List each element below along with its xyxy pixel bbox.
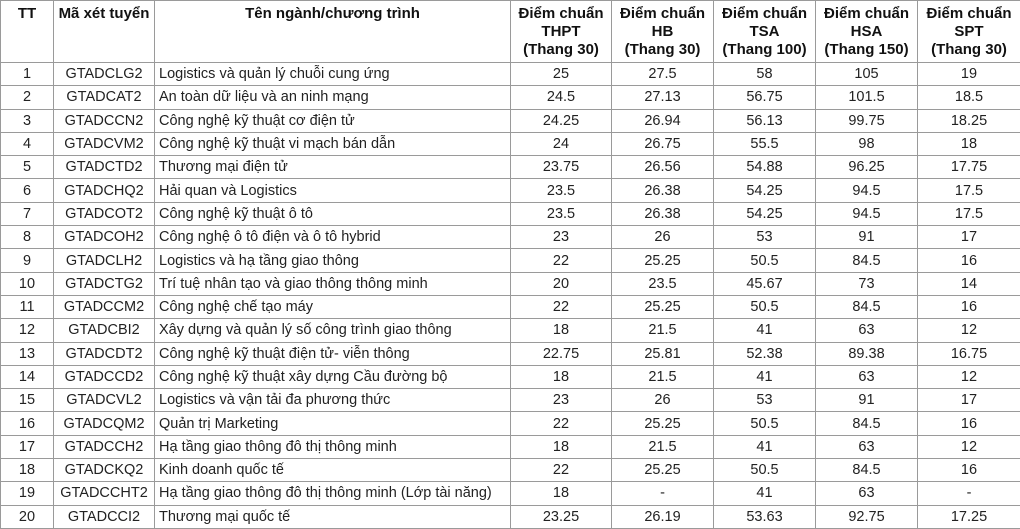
header-label: Điểm chuẩn <box>619 5 706 22</box>
cell-hsa: 96.25 <box>816 156 918 179</box>
header-score-tsa <box>714 1 816 63</box>
header-name: Tên ngành/chương trình <box>155 1 511 63</box>
table-row <box>1 272 1020 295</box>
cell-code: GTADCAT2 <box>54 86 155 109</box>
cell-tt: 20 <box>1 505 54 528</box>
cell-code: GTADCLG2 <box>54 63 155 86</box>
cell-thpt: 23.5 <box>511 202 612 225</box>
cell-hsa: 101.5 <box>816 86 918 109</box>
cell-hb: 26.75 <box>612 132 714 155</box>
cell-tsa: 45.67 <box>714 272 816 295</box>
cell-code: GTADCCH2 <box>54 435 155 458</box>
cell-hb: 25.25 <box>612 249 714 272</box>
cell-spt: 16 <box>918 249 1020 272</box>
cell-name: Xây dựng và quản lý số công trình giao thông <box>155 319 511 342</box>
cell-tt: 1 <box>1 63 54 86</box>
cell-code: GTADCLH2 <box>54 249 155 272</box>
cell-tt: 11 <box>1 295 54 318</box>
cell-code: GTADCCI2 <box>54 505 155 528</box>
cell-tt: 8 <box>1 226 54 249</box>
cell-tsa: 52.38 <box>714 342 816 365</box>
header-score-hb <box>612 1 714 63</box>
cell-thpt: 24.5 <box>511 86 612 109</box>
cell-tsa: 41 <box>714 365 816 388</box>
cell-code: GTADCVM2 <box>54 132 155 155</box>
cell-name: Công nghệ ô tô điện và ô tô hybrid <box>155 226 511 249</box>
header-tt: TT <box>1 1 54 63</box>
header-score-hsa <box>816 1 918 63</box>
cell-name: Công nghệ kỹ thuật điện tử- viễn thông <box>155 342 511 365</box>
cell-hsa: 63 <box>816 319 918 342</box>
cell-spt: 17.5 <box>918 202 1020 225</box>
cell-spt: - <box>918 482 1020 505</box>
cell-code: GTADCVL2 <box>54 389 155 412</box>
cell-hb: 27.13 <box>612 86 714 109</box>
header-label: Điểm chuẩn <box>823 5 910 22</box>
cell-tt: 12 <box>1 319 54 342</box>
cell-spt: 17.5 <box>918 179 1020 202</box>
table-row <box>1 365 1020 388</box>
cell-spt: 16 <box>918 459 1020 482</box>
cell-tsa: 53.63 <box>714 505 816 528</box>
cell-spt: 14 <box>918 272 1020 295</box>
table-row <box>1 459 1020 482</box>
cell-tt: 10 <box>1 272 54 295</box>
table-row <box>1 389 1020 412</box>
cell-spt: 17 <box>918 389 1020 412</box>
cell-name: An toàn dữ liệu và an ninh mạng <box>155 86 511 109</box>
cell-hb: 25.25 <box>612 295 714 318</box>
cell-name: Hải quan và Logistics <box>155 179 511 202</box>
cell-thpt: 18 <box>511 319 612 342</box>
cell-hsa: 63 <box>816 482 918 505</box>
header-method: TSA <box>749 23 780 40</box>
cell-code: GTADCCD2 <box>54 365 155 388</box>
cell-code: GTADCTG2 <box>54 272 155 295</box>
header-scale: (Thang 30) <box>624 41 701 58</box>
cell-spt: 17.25 <box>918 505 1020 528</box>
cell-hsa: 91 <box>816 226 918 249</box>
cell-thpt: 24 <box>511 132 612 155</box>
cell-code: GTADCQM2 <box>54 412 155 435</box>
table-row <box>1 109 1020 132</box>
cell-name: Công nghệ chế tạo máy <box>155 295 511 318</box>
cell-tsa: 50.5 <box>714 249 816 272</box>
table-row <box>1 435 1020 458</box>
cell-hb: 27.5 <box>612 63 714 86</box>
cell-name: Logistics và vận tải đa phương thức <box>155 389 511 412</box>
cell-tt: 2 <box>1 86 54 109</box>
header-row <box>1 1 1020 63</box>
cell-hsa: 84.5 <box>816 295 918 318</box>
cell-hb: 23.5 <box>612 272 714 295</box>
cell-name: Thương mại quốc tế <box>155 505 511 528</box>
cell-thpt: 22 <box>511 459 612 482</box>
cell-tsa: 56.75 <box>714 86 816 109</box>
header-score-thpt <box>511 1 612 63</box>
cell-tt: 5 <box>1 156 54 179</box>
cell-code: GTADCCM2 <box>54 295 155 318</box>
cell-hsa: 63 <box>816 435 918 458</box>
cell-tt: 17 <box>1 435 54 458</box>
cell-tt: 3 <box>1 109 54 132</box>
cell-spt: 12 <box>918 365 1020 388</box>
cell-spt: 16 <box>918 412 1020 435</box>
cell-spt: 12 <box>918 435 1020 458</box>
cell-hb: 21.5 <box>612 319 714 342</box>
cell-code: GTADCDT2 <box>54 342 155 365</box>
cell-hsa: 94.5 <box>816 179 918 202</box>
cell-code: GTADCTD2 <box>54 156 155 179</box>
cell-hsa: 98 <box>816 132 918 155</box>
cell-tt: 16 <box>1 412 54 435</box>
cell-thpt: 22.75 <box>511 342 612 365</box>
header-method: THPT <box>541 23 581 40</box>
cell-code: GTADCKQ2 <box>54 459 155 482</box>
cell-thpt: 24.25 <box>511 109 612 132</box>
header-label: Điểm chuẩn <box>926 5 1012 22</box>
cell-name: Kinh doanh quốc tế <box>155 459 511 482</box>
cell-name: Công nghệ kỹ thuật vi mạch bán dẫn <box>155 132 511 155</box>
table-row <box>1 295 1020 318</box>
table-row <box>1 319 1020 342</box>
cell-hb: 26.94 <box>612 109 714 132</box>
cell-hb: 25.25 <box>612 459 714 482</box>
cell-hb: 21.5 <box>612 435 714 458</box>
cell-spt: 12 <box>918 319 1020 342</box>
cell-tsa: 58 <box>714 63 816 86</box>
header-label: Điểm chuẩn <box>518 5 604 22</box>
header-method: HB <box>651 23 674 40</box>
cell-tsa: 53 <box>714 226 816 249</box>
cell-code: GTADCOT2 <box>54 202 155 225</box>
cell-tsa: 56.13 <box>714 109 816 132</box>
cell-code: GTADCBI2 <box>54 319 155 342</box>
cell-tt: 19 <box>1 482 54 505</box>
cell-tsa: 50.5 <box>714 295 816 318</box>
cell-spt: 17 <box>918 226 1020 249</box>
cell-spt: 19 <box>918 63 1020 86</box>
cell-spt: 18 <box>918 132 1020 155</box>
header-score-spt <box>918 1 1020 63</box>
cell-name: Logistics và hạ tầng giao thông <box>155 249 511 272</box>
cell-name: Công nghệ kỹ thuật xây dựng Cầu đường bộ <box>155 365 511 388</box>
cell-tt: 4 <box>1 132 54 155</box>
table-row <box>1 179 1020 202</box>
cell-thpt: 18 <box>511 365 612 388</box>
cell-hsa: 105 <box>816 63 918 86</box>
cell-spt: 18.25 <box>918 109 1020 132</box>
table-row <box>1 226 1020 249</box>
cell-spt: 16.75 <box>918 342 1020 365</box>
cell-name: Hạ tầng giao thông đô thị thông minh (Lớp tài năng) <box>155 482 511 505</box>
cell-tt: 15 <box>1 389 54 412</box>
cell-hb: 21.5 <box>612 365 714 388</box>
cell-tsa: 41 <box>714 435 816 458</box>
table-row <box>1 156 1020 179</box>
cell-code: GTADCOH2 <box>54 226 155 249</box>
cell-thpt: 23.75 <box>511 156 612 179</box>
header-scale: (Thang 30) <box>523 41 599 58</box>
cell-thpt: 18 <box>511 482 612 505</box>
cell-thpt: 22 <box>511 295 612 318</box>
cell-tsa: 50.5 <box>714 459 816 482</box>
cell-thpt: 23.25 <box>511 505 612 528</box>
header-method: SPT <box>954 23 984 40</box>
cell-name: Logistics và quản lý chuỗi cung ứng <box>155 63 511 86</box>
cell-hb: 26 <box>612 226 714 249</box>
cell-tsa: 41 <box>714 482 816 505</box>
cell-thpt: 22 <box>511 412 612 435</box>
cell-thpt: 18 <box>511 435 612 458</box>
cell-spt: 17.75 <box>918 156 1020 179</box>
cell-hsa: 94.5 <box>816 202 918 225</box>
cell-hsa: 84.5 <box>816 459 918 482</box>
cell-hb: 26.19 <box>612 505 714 528</box>
header-code: Mã xét tuyển <box>54 1 155 63</box>
table-row <box>1 505 1020 528</box>
cell-hb: 26.38 <box>612 179 714 202</box>
header-label: Điểm chuẩn <box>721 5 808 22</box>
cell-name: Công nghệ kỹ thuật cơ điện tử <box>155 109 511 132</box>
cell-tt: 18 <box>1 459 54 482</box>
header-method: HSA <box>850 23 883 40</box>
cell-code: GTADCCHT2 <box>54 482 155 505</box>
cell-hb: 26.38 <box>612 202 714 225</box>
cell-tsa: 54.88 <box>714 156 816 179</box>
cell-name: Quản trị Marketing <box>155 412 511 435</box>
cell-hb: 25.25 <box>612 412 714 435</box>
cell-thpt: 23.5 <box>511 179 612 202</box>
table-row <box>1 86 1020 109</box>
cell-tt: 14 <box>1 365 54 388</box>
table-row <box>1 202 1020 225</box>
cell-name: Công nghệ kỹ thuật ô tô <box>155 202 511 225</box>
cell-hb: 25.81 <box>612 342 714 365</box>
cell-hb: 26 <box>612 389 714 412</box>
cell-hsa: 99.75 <box>816 109 918 132</box>
cell-name: Trí tuệ nhân tạo và giao thông thông minh <box>155 272 511 295</box>
cell-spt: 16 <box>918 295 1020 318</box>
cell-tt: 13 <box>1 342 54 365</box>
cell-tsa: 53 <box>714 389 816 412</box>
cell-tsa: 54.25 <box>714 202 816 225</box>
cell-thpt: 23 <box>511 389 612 412</box>
cell-code: GTADCHQ2 <box>54 179 155 202</box>
cell-hb: - <box>612 482 714 505</box>
table-row <box>1 412 1020 435</box>
cell-hsa: 73 <box>816 272 918 295</box>
cell-name: Thương mại điện tử <box>155 156 511 179</box>
cell-hsa: 91 <box>816 389 918 412</box>
cell-hsa: 89.38 <box>816 342 918 365</box>
cell-thpt: 22 <box>511 249 612 272</box>
cell-thpt: 23 <box>511 226 612 249</box>
header-scale: (Thang 150) <box>824 41 909 58</box>
table-row <box>1 132 1020 155</box>
cell-code: GTADCCN2 <box>54 109 155 132</box>
cell-hb: 26.56 <box>612 156 714 179</box>
cell-hsa: 84.5 <box>816 249 918 272</box>
header-scale: (Thang 100) <box>722 41 807 58</box>
cell-hsa: 63 <box>816 365 918 388</box>
cell-tt: 9 <box>1 249 54 272</box>
table-row <box>1 63 1020 86</box>
cell-tsa: 41 <box>714 319 816 342</box>
cell-thpt: 20 <box>511 272 612 295</box>
header-scale: (Thang 30) <box>931 41 1007 58</box>
cell-tt: 7 <box>1 202 54 225</box>
cell-name: Hạ tầng giao thông đô thị thông minh <box>155 435 511 458</box>
table-row <box>1 342 1020 365</box>
cell-thpt: 25 <box>511 63 612 86</box>
cell-tsa: 50.5 <box>714 412 816 435</box>
table-body <box>1 63 1020 529</box>
cell-tsa: 55.5 <box>714 132 816 155</box>
cell-tsa: 54.25 <box>714 179 816 202</box>
cell-tt: 6 <box>1 179 54 202</box>
table-row <box>1 249 1020 272</box>
cell-spt: 18.5 <box>918 86 1020 109</box>
table-row <box>1 482 1020 505</box>
cell-hsa: 84.5 <box>816 412 918 435</box>
cell-hsa: 92.75 <box>816 505 918 528</box>
